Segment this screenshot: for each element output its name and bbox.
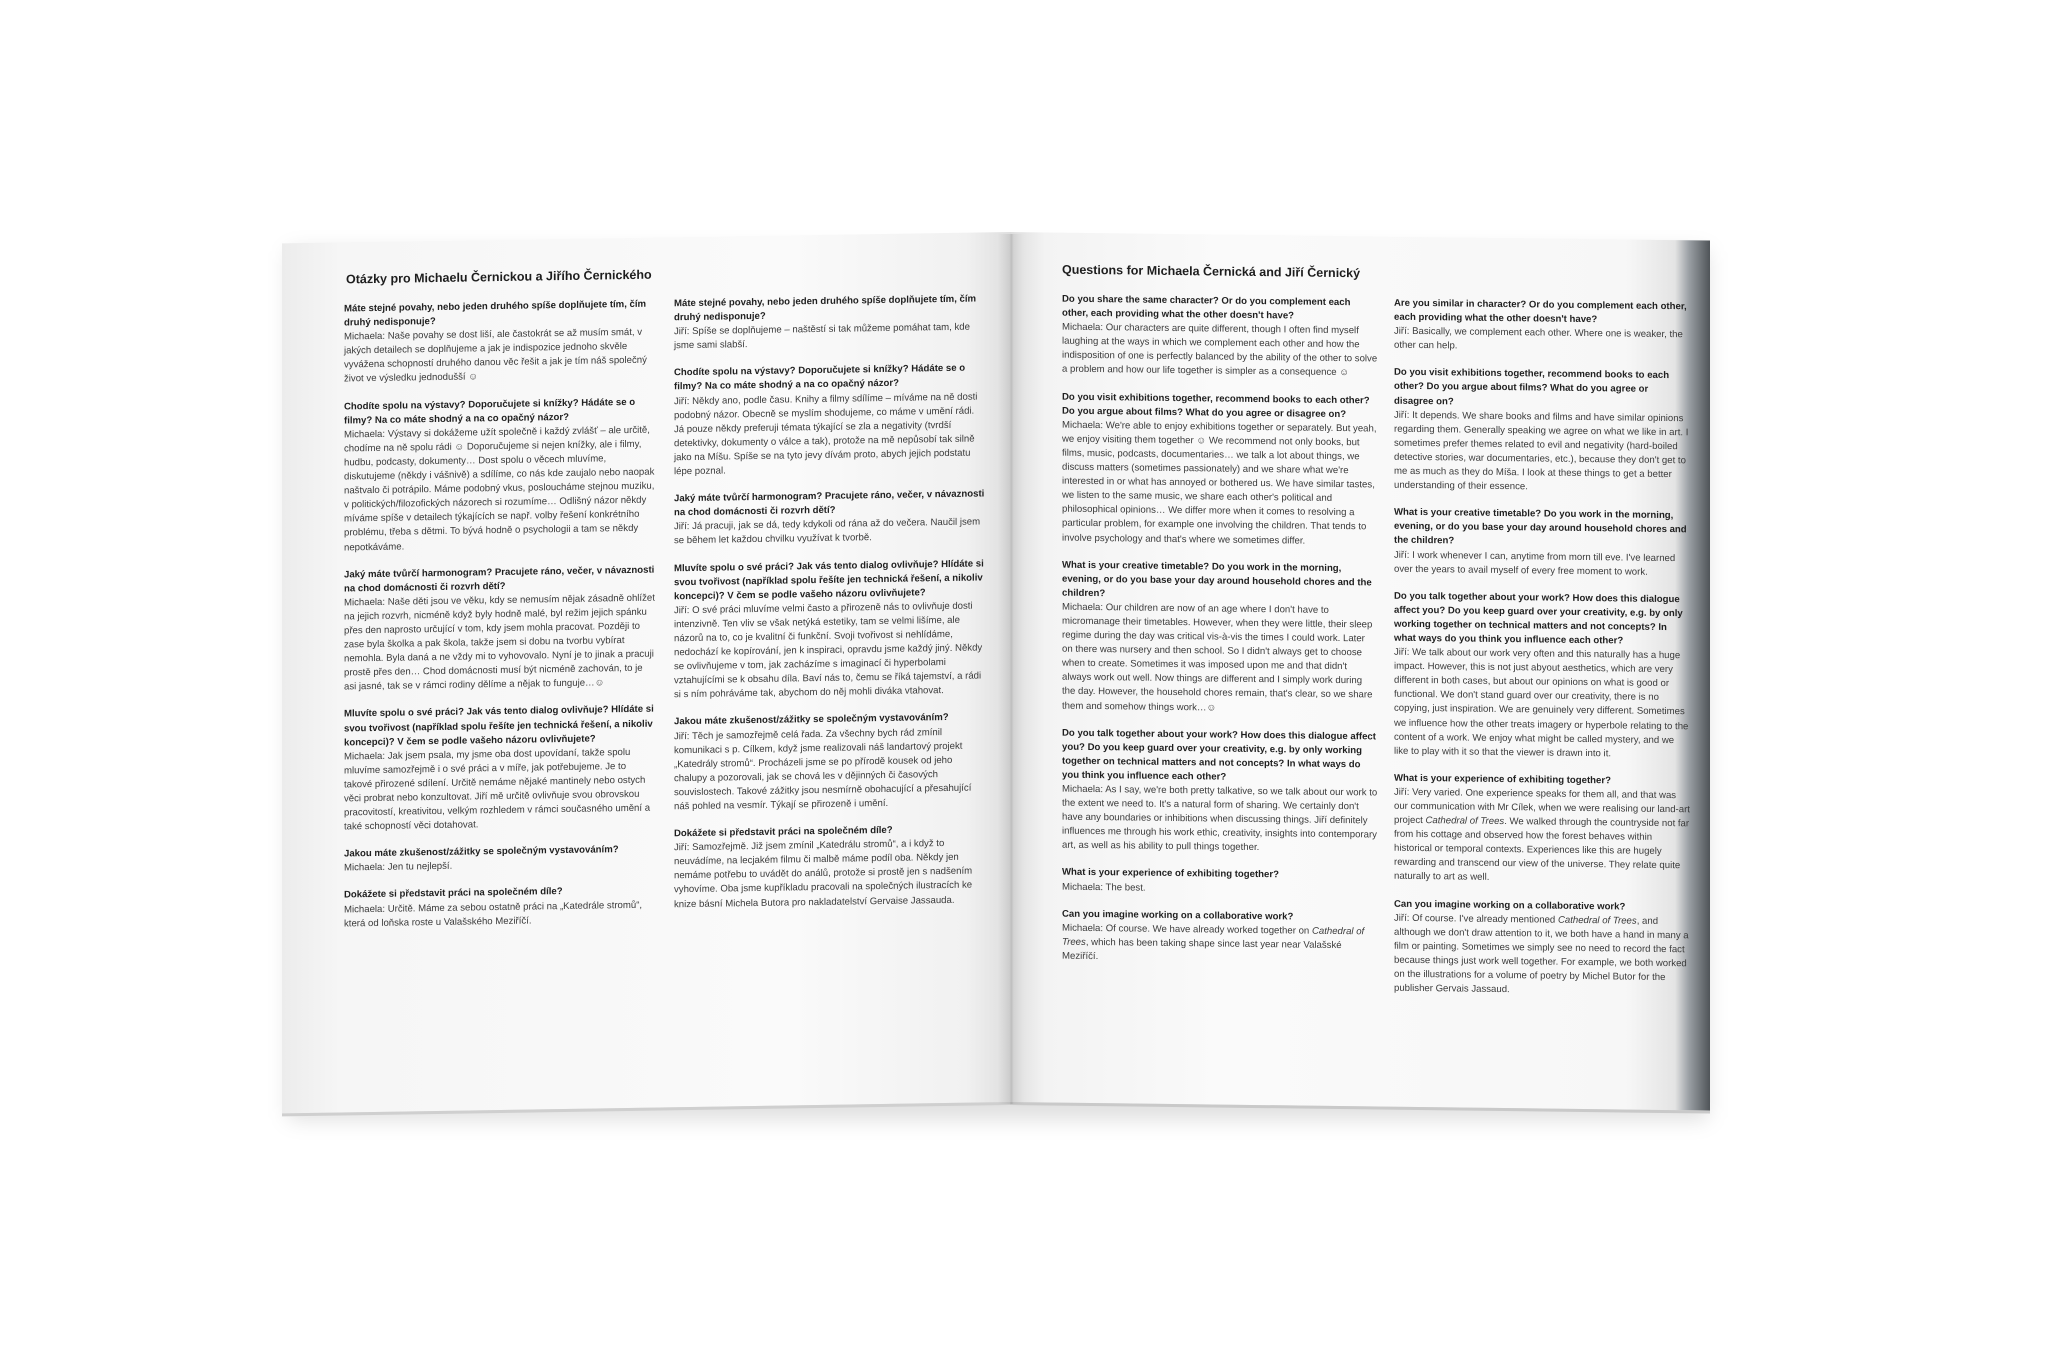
question: What is your experience of exhibiting together? bbox=[1062, 867, 1279, 881]
qa-item bbox=[674, 822, 986, 911]
qa-item bbox=[674, 292, 986, 353]
qa-item bbox=[1394, 589, 1690, 762]
qa-item bbox=[1062, 293, 1378, 381]
qa-item bbox=[344, 843, 656, 876]
qa-item bbox=[1062, 866, 1378, 898]
question: Do you visit exhibitions together, recommend books to each other? Do you argue about films? What do you agree or disagree on? bbox=[1062, 391, 1370, 420]
answer: Michaela: Naše povahy se dost liší, ale častokrát se až musím smát, v jakých detailech se doplňujeme a jak je indispozice jednoho skvěle vyvážena schopností druhého danou věc řešit a jak je tím náš společný život ve výsledku jednodušší ☺ bbox=[344, 326, 647, 385]
answer-text: . We walked through the countryside not far from his cottage and observed how the forest behaves within historical or temporal contexts. Experiences like this are hugely rewarding and transcend our view of the universe. They relate quite naturally to art as well. bbox=[1394, 816, 1690, 884]
left-page bbox=[282, 232, 1010, 1116]
qa-item bbox=[674, 362, 986, 480]
question: Can you imagine working on a collaborative work? bbox=[1394, 898, 1626, 913]
qa-item bbox=[1394, 772, 1690, 888]
qa-item bbox=[344, 298, 656, 387]
answer-text: Michaela: Of course. We have already worked together on bbox=[1062, 922, 1312, 937]
answer bbox=[1394, 911, 1690, 999]
answer: Jiří: O své práci mluvíme velmi často a přirozeně nás to ovlivňuje dosti intenzivně. Ten vliv se však netýká estetiky, tam se velmi lišíme, ale názorů na to, co je kvalitní či funkční. Svoji tvořivost si nehlídáme, nedochází ke kopírování, jen k inspiraci, opravdu jsme každý jiný. Někdy se ovlivňujeme v tom, jak zacházíme s imaginací či hyperbolami vztahujícími se k obsahu díla. Baví nás to, čemu se říká tajemství, a rádi si s ním pohráváme tak, abychom do něj mohli diváka vtahovat. bbox=[674, 600, 983, 701]
question: Can you imagine working on a collaborative work? bbox=[1062, 908, 1294, 923]
question: Do you share the same character? Or do you complement each other, each providing what the other doesn't have? bbox=[1062, 293, 1351, 322]
question: Dokážete si představit práci na společném díle? bbox=[344, 886, 563, 901]
answer: Michaela: Určitě. Máme za sebou ostatně práci na „Katedrále stromů“, která od loňska roste u Valašského Meziříčí. bbox=[344, 899, 643, 930]
question: Jakou máte zkušenost/zážitky se společným vystavováním? bbox=[674, 712, 949, 728]
answer: Michaela: We're able to enjoy exhibitions together or separately. But yeah, we enjoy visiting them together ☺ We recommend not only books, but films, music, podcasts, documentaries… we talk a lot about things, we discuss matters (sometimes passionately) and we share what we're interested in or what has annoyed or bothered us. We have similar tastes, we listen to the same music, we share each other's political and philosophical opinions… We differ more when it comes to resolving a particular problem, for example one involving the children. That tends to involve psychology and that's where we sometimes differ. bbox=[1062, 419, 1377, 547]
answer-text: , and although we don't draw attention to it, we both have a hand in many a film or painting. Sometimes we simply see no need to record the fact because things just work well together. For example, we both worked on the illustrations for a volume of poetry by Michel Butor for the publisher Gervais Jassaud. bbox=[1394, 915, 1689, 996]
open-booklet bbox=[282, 232, 1710, 1119]
answer: Michaela: Výstavy si dokážeme užít společně i každý zvlášť – ale určitě, chodíme na ně spolu rádi ☺ Doporučujeme si nejen knížky, ale i filmy, hudbu, podcasty, dokumenty… Dost spolu o věcech mluvíme, diskutujeme (někdy i vášnivě) a sdílíme, co nás kde zaujalo nebo naopak naštvalo či potrápilo. Máme podobný vkus, posloucháme stejnou muziku, v politických/filozofických názorech si rozumíme… Odlišný názor někdy míváme spíše v detailech týkajících se např. volby řešení konkrétního problému, třeba s dětmi. To bývá hodně o psychologii a tam se někdy nepotkáváme. bbox=[344, 424, 655, 553]
answer-text: , which has been taking shape since last year near Valašské Meziříčí. bbox=[1062, 936, 1342, 963]
answer-text: Jiří: Of course. I've already mentioned bbox=[1394, 912, 1558, 926]
qa-item bbox=[674, 488, 986, 549]
right-page bbox=[1010, 232, 1710, 1114]
qa-item bbox=[1394, 506, 1690, 580]
artwork-title: Cathedral of Trees bbox=[1557, 914, 1637, 927]
question: Jaký máte tvůrčí harmonogram? Pracujete ráno, večer, v návaznosti na chod domácnosti či rozvrh dětí? bbox=[674, 488, 985, 519]
answer: Michaela: Our characters are quite different, though I often find myself laughing at the ways in which we complement each other and how the indisposition of one is perfectly balanced by the ability of the other to solve a problem and how our life together is simpler as a consequence ☺ bbox=[1062, 321, 1378, 379]
answer: Jiří: Samozřejmě. Již jsem zmínil „Katedrálu stromů“, a i když to neuvádíme, na lecjakém filmu či malbě máme podíl oba. Někdy jen nemáme potřebu to uvádět do análů, protože si prostě jen s nadšením vyhovíme. Oba jsme kupříkladu pracovali na společných ilustracích ke knize básní Michela Butora pro nakladatelství Gervaise Jassauda. bbox=[674, 838, 973, 910]
qa-item bbox=[674, 557, 986, 703]
left-page-title: Otázky pro Michaelu Černickou a Jiřího Černického bbox=[346, 267, 652, 287]
book-gutter bbox=[998, 234, 1024, 1104]
qa-item bbox=[1394, 897, 1690, 999]
answer: Jiří: Někdy ano, podle času. Knihy a filmy sdílíme – míváme na ně dosti podobný názor. Obecně se myslím shodujeme, co máme v umění rádi. Já pouze někdy preferuji témata týkající se zla a negativity (tvrdší detektivky, dokumenty o válce a tak), protože na mě nepůsobí tak silně jako na Míšu. Spíše se na tyto jevy dívám proto, abych jejich podstatu lépe poznal. bbox=[674, 391, 978, 478]
answer: Jiří: I work whenever I can, anytime from morn till eve. I've learned over the years to avail myself of every free moment to work. bbox=[1394, 549, 1676, 578]
left-column-2 bbox=[674, 292, 986, 925]
artwork-title: Cathedral of Trees bbox=[1425, 815, 1505, 828]
question: Máte stejné povahy, nebo jeden druhého spíše doplňujete tím, čím druhý nedisponuje? bbox=[674, 293, 977, 324]
qa-item bbox=[1062, 907, 1378, 967]
qa-item bbox=[344, 703, 656, 835]
answer: Michaela: As I say, we're both pretty talkative, so we talk about our work to the extent we need to. It's a natural form of sharing. We certainly don't have any boundaries or inhibitions when discussing things. Jiří definitely influences me through his work ethic, creativity, insights into contemporary art, as well as his ability to pull things together. bbox=[1062, 783, 1378, 854]
right-page-title: Questions for Michaela Černická and Jiří Černický bbox=[1062, 262, 1361, 281]
artwork-title: Cathedral of Trees bbox=[1062, 925, 1365, 948]
question: Chodíte spolu na výstavy? Doporučujete si knížky? Hádáte se o filmy? Na co máte shodný a na co opačný názor? bbox=[344, 396, 636, 427]
question: Mluvíte spolu o své práci? Jak vás tento dialog ovlivňuje? Hlídáte si svou tvořivost (například spolu řešíte jen technická řešení, a nikoliv koncepci)? V čem se podle vašeho názoru ovlivňujete? bbox=[344, 704, 654, 749]
qa-item bbox=[344, 884, 656, 931]
answer: Michaela: Naše děti jsou ve věku, kdy se nemusím nějak zásadně ohlížet na jejich rozvrh, nicméně když byly hodně malé, byl režim jejich spánku přes den naprosto určující v tom, kdy jsem mohla pracovat. Později to zase byla školka a pak škola, takže jsem si dobu na tvorbu vybírat nemohla. Byla daná a ne vždy mi to vyhovovalo. Nyní je to jinak a pracuji prostě přes den… Chod domácnosti musí být nicméně zachován, to je asi jasné, tak se v rámci rodiny dělíme a nějak to funguje…☺ bbox=[344, 592, 655, 693]
right-column-2 bbox=[1394, 297, 1690, 1013]
qa-item bbox=[344, 563, 656, 695]
answer: Michaela: The best. bbox=[1062, 881, 1146, 894]
answer: Jiří: Já pracuji, jak se dá, tedy kdykoli od rána až do večera. Naučil jsem se během let každou chvilku využívat k tvorbě. bbox=[674, 516, 981, 547]
right-column-1 bbox=[1062, 293, 1378, 981]
answer: Jiří: We talk about our work very often and this naturally has a huge impact. However, this is not just abyout aesthetics, which are very different in both cases, but about our opinions on what is good or functional. We don't stand guard over our creativity, there is no copying, just inspiration. We are genuinely very different. Sometimes we influence how the other treats imagery or hyperbole relating to the content of a work. We enjoy what might be called mystery, and we like to play with it so that the viewer is drawn into it. bbox=[1394, 646, 1689, 760]
answer: Michaela: Our children are now of an age where I don't have to micromanage their timetables. However, when they were little, their sleep regime during the day was critical vis-à-vis the times I could work. Later on there was nursery and then school. So I didn't always get to choose when to create. Sometimes it was imposed upon me and that didn't always work out well. Now things are different and I simply work during the day. However, the household chores remain, that's clear, so we share them and somehow things work…☺ bbox=[1062, 601, 1373, 714]
question: What is your experience of exhibiting together? bbox=[1394, 772, 1611, 787]
question: What is your creative timetable? Do you work in the morning, evening, or do you base your day around household chores and the children? bbox=[1394, 506, 1687, 547]
answer-text: Jiří: Very varied. One experience speaks for them all, and that was our communication with Mr Cílek, when we were realising our land-art project bbox=[1394, 786, 1690, 827]
answer: Jiří: It depends. We share books and films and have similar opinions regarding them. Generally speaking we agree on what we like in art. I sometimes prefer themes related to evil and negativity (hard-boiled detective stories, war documentaries, etc.), because they don't get to me as much as they do Míša. I look at these things to get a better understanding of their essence. bbox=[1394, 409, 1689, 493]
left-column-1 bbox=[344, 298, 656, 945]
question: Jakou máte zkušenost/zážitky se společným vystavováním? bbox=[344, 844, 619, 860]
answer: Jiří: Spíše se doplňujeme – naštěstí si tak můžeme pomáhat tam, kde jsme sami slabší. bbox=[674, 321, 970, 352]
qa-item bbox=[1062, 390, 1378, 549]
qa-item bbox=[344, 395, 656, 555]
question: What is your creative timetable? Do you work in the morning, evening, or do you base your day around household chores and the children? bbox=[1062, 559, 1372, 599]
question: Do you visit exhibitions together, recommend books to each other? Do you argue about films? What do you agree or disagree on? bbox=[1394, 367, 1670, 407]
answer: Jiří: Těch je samozřejmě celá řada. Za všechny bych rád zmínil komunikaci s p. Cílkem, když jsme realizovali náš landartový projekt „Katedrály stromů“. Procházeli jsme se po přírodě kousek od jeho chalupy a pozorovali, jak se chová les v dějinných či časových souvislostech. Takové zážitky jsou nesmírně obohacující a přesahující náš pohled na vesmír. Týkají se přirozeně i umění. bbox=[674, 726, 972, 813]
qa-item bbox=[674, 711, 986, 815]
answer: Jiří: Basically, we complement each other. Where one is weaker, the other can help. bbox=[1394, 325, 1683, 352]
answer bbox=[1062, 921, 1378, 967]
question: Do you talk together about your work? How does this dialogue affect you? Do you keep guard over your creativity, e.g. by only working together on technical matters and not concepts? In what ways do you think you influence each other? bbox=[1062, 727, 1376, 783]
qa-item bbox=[1062, 558, 1378, 717]
qa-item bbox=[1394, 297, 1690, 357]
qa-item bbox=[1394, 366, 1690, 496]
question: Máte stejné povahy, nebo jeden druhého spíše doplňujete tím, čím druhý nedisponuje? bbox=[344, 298, 647, 329]
question: Do you talk together about your work? How does this dialogue affect you? Do you keep guard over your creativity, e.g. by only working together on technical matters and not concepts? In what ways do you think you influence each other? bbox=[1394, 590, 1683, 647]
question: Dokážete si představit práci na společném díle? bbox=[674, 824, 893, 840]
answer: Michaela: Jak jsem psala, my jsme oba dost upovídaní, takže spolu mluvíme samozřejmě i o své práci a v míře, jak potřebujeme. Je to takové přirozené sdílení. Určitě nemáme nějaké mantinely nebo ostych věci probrat nebo konzultovat. Jiří mě určitě ovlivňuje svou obrovskou pracovitostí, kreativitou, velkým rozhledem v rámci současného umění a také schopností věci dotahovat. bbox=[344, 746, 651, 833]
answer: Michaela: Jen tu nejlepší. bbox=[344, 861, 453, 874]
question: Jaký máte tvůrčí harmonogram? Pracujete ráno, večer, v návaznosti na chod domácnosti či rozvrh dětí? bbox=[344, 564, 655, 595]
question: Are you similar in character? Or do you complement each other, each providing what the other doesn't have? bbox=[1394, 297, 1687, 326]
question: Chodíte spolu na výstavy? Doporučujete si knížky? Hádáte se o filmy? Na co máte shodný a na co opačný názor? bbox=[674, 363, 966, 393]
qa-item bbox=[1062, 726, 1378, 857]
question: Mluvíte spolu o své práci? Jak vás tento dialog ovlivňuje? Hlídáte si svou tvořivost (například spolu řešíte jen technická řešení, a nikoliv koncepci)? V čem se podle vašeho názoru ovlivňujete? bbox=[674, 557, 984, 602]
answer bbox=[1394, 786, 1690, 888]
